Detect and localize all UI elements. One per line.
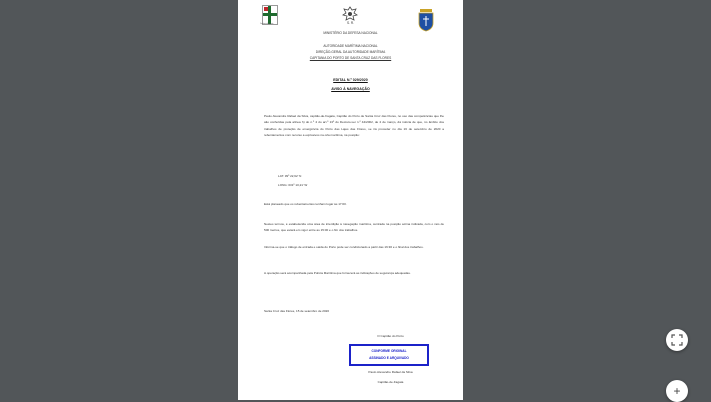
police-paragraph: A operação será acompanhada pela Polícia Marítima que fornecerá as indicações de segurança adequadas. xyxy=(264,271,411,275)
certified-stamp xyxy=(349,344,429,366)
crest-initials: S. R. xyxy=(346,21,355,25)
fit-to-page-icon xyxy=(671,334,683,346)
longitude-text: LONG: 031º 10,21' W xyxy=(278,183,308,187)
plus-icon: + xyxy=(673,384,681,398)
captaincy-line: CAPITANIA DO PORTO DE SANTA CRUZ DAS FLORES xyxy=(309,56,392,60)
schedule-paragraph: Está planeado que os rebentamentos tenham lugar às 17:00. xyxy=(264,202,347,206)
intro-paragraph: Paulo Alexandre Rafael da Silva, capitão-de-fragata, Capitão do Porto de Santa Cruz das Flores, no uso das competências que lhe são conferidas pela alínea h) do n.º 4 do art.º 13º do Decreto-Lei n.º 44/2002, de 2 de março, dá notícia de que, no âmbito dos trabalhos de proteção de emergência do Porto das Lajes das Flores, se irá proceder no dia 16 de setembro de 2020 a rebentamentos com recurso a explosivos na orla marítima, na posição: xyxy=(264,114,444,138)
document-page xyxy=(238,0,463,400)
national-crest-icon xyxy=(341,6,359,22)
flag-caption: Capitania do Porto xyxy=(260,24,274,25)
directorate-line: DIREÇÃO-GERAL DA AUTORIDADE MARÍTIMA xyxy=(315,50,386,54)
traffic-paragraph: Informa-se que o tráfego de entrada e saída do Porto pode ser condicionado a partir das 16:30 e o final dos trabalhos. xyxy=(264,245,424,249)
stamp-line-1: CONFORME ORIGINAL xyxy=(371,349,407,353)
authority-line: AUTORIDADE MARÍTIMA NACIONAL xyxy=(323,44,378,48)
zoom-in-button[interactable] xyxy=(666,380,688,402)
place-date: Santa Cruz das Flores, 15 de setembro de 2020 xyxy=(264,309,330,313)
edital-number: EDITAL N.º 029/2020 xyxy=(333,78,368,82)
notice-subject: AVISO À NAVEGAÇÃO xyxy=(331,87,370,91)
signer-role: O Capitão do Porto xyxy=(377,334,404,338)
interdiction-paragraph: Nestes termos, é estabelecida uma área de interdição à navegação marítima, centrada na posição acima indicada, com o raio de 500 metros, que estará em vigor entre as 15:00 e o fim dos trabalhos. xyxy=(264,222,444,233)
latitude-text: LAT: 39º 22,62' N xyxy=(278,174,302,178)
fit-to-page-button[interactable] xyxy=(666,329,688,351)
captaincy-seal-icon xyxy=(416,6,436,32)
ministry-line: MINISTÉRIO DA DEFESA NACIONAL xyxy=(323,31,378,35)
signer-rank: Capitão-de-fragata xyxy=(377,380,404,384)
signer-name: Paulo Alexandre Rafael da Silva xyxy=(368,370,413,374)
naval-flag-logo xyxy=(262,5,278,25)
stamp-line-2: ASSINADO E ARQUIVADO xyxy=(369,356,409,360)
